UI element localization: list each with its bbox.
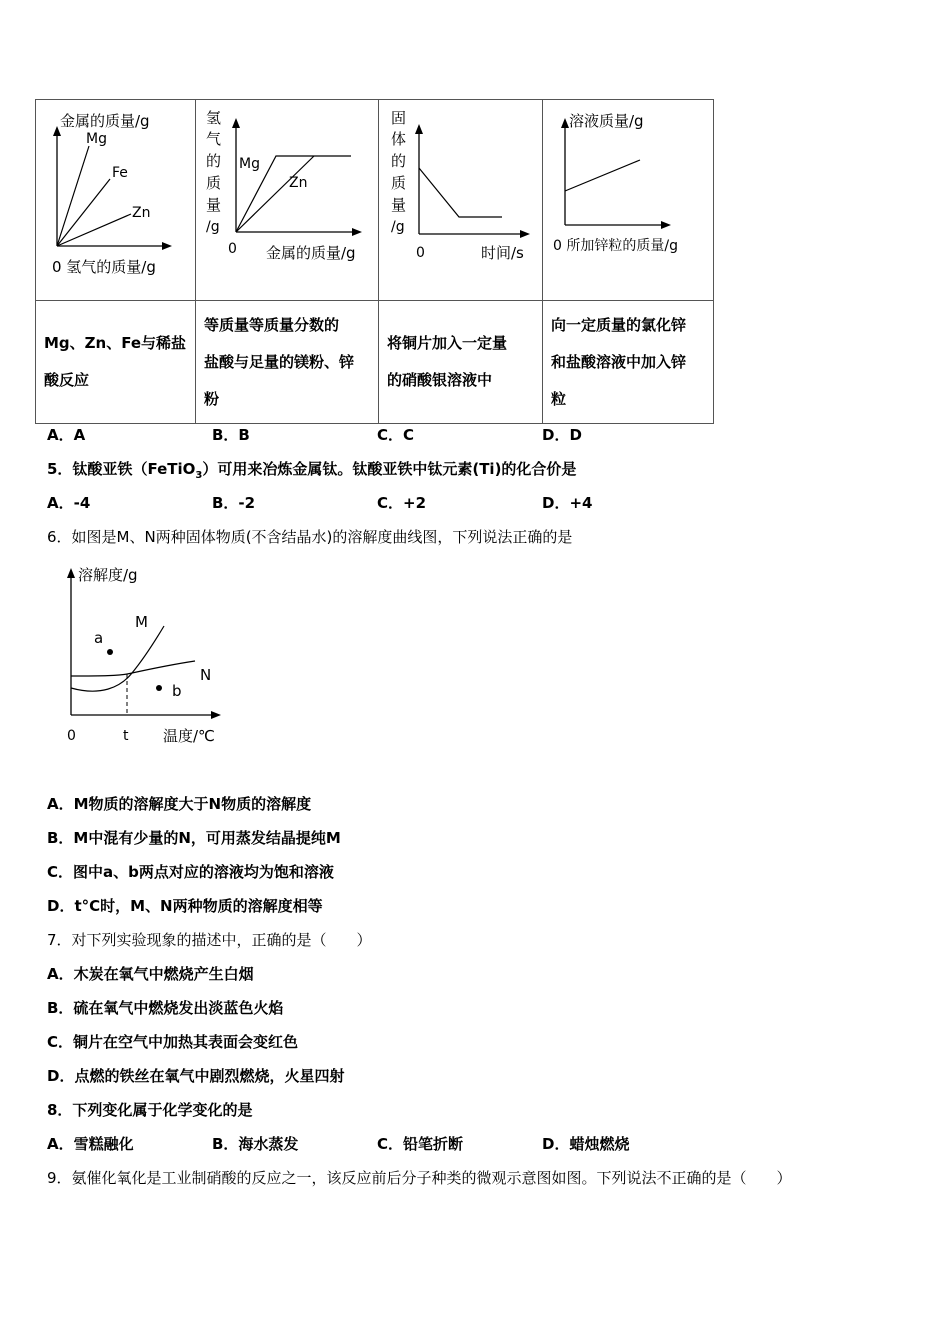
graph-c-ylabel-4: 质 bbox=[391, 174, 407, 192]
q5-option-d: D．+4 bbox=[542, 494, 593, 512]
q5-option-c: C．+2 bbox=[377, 494, 427, 512]
graph-c-ylabel-5: 量 bbox=[391, 196, 407, 214]
q4-option-a: A．A bbox=[47, 426, 86, 444]
q5-option-b: B．-2 bbox=[212, 494, 256, 512]
q6-graph-xlabel: 温度/℃ bbox=[163, 727, 215, 745]
desc-a-line-1: Mg、Zn、Fe与稀盐 bbox=[44, 334, 187, 352]
q4-option-c: C．C bbox=[377, 426, 415, 444]
q5-stem-sub: 3 bbox=[195, 470, 203, 481]
graph-b-origin: 0 bbox=[228, 241, 237, 257]
graph-c-xlabel: 时间/s bbox=[481, 244, 524, 262]
q4-option-b: B．B bbox=[212, 426, 250, 444]
desc-cell-c bbox=[379, 301, 543, 424]
desc-d-line-3: 粒 bbox=[551, 389, 567, 408]
graph-a-mg-label: Mg bbox=[86, 131, 107, 147]
q6-graph-point-a: a bbox=[94, 629, 104, 647]
q4-option-d: D．D bbox=[542, 426, 582, 444]
q8-option-a: A．雪糕融化 bbox=[47, 1135, 134, 1153]
q7-option-a: A．木炭在氧气中燃烧产生白烟 bbox=[47, 965, 254, 983]
desc-c-line-1: 将铜片加入一定量 bbox=[387, 334, 508, 352]
q7-option-c: C．铜片在空气中加热其表面会变红色 bbox=[47, 1033, 299, 1051]
q7-option-d: D．点燃的铁丝在氧气中剧烈燃烧，火星四射 bbox=[47, 1067, 345, 1085]
q6-option-b: B．M中混有少量的N，可用蒸发结晶提纯M bbox=[47, 829, 341, 847]
graph-a-fe-label: Fe bbox=[112, 165, 128, 181]
q9-stem: 9．氨催化氧化是工业制硝酸的反应之一，该反应前后分子种类的微观示意图如图。下列说法不正确的是（ ） bbox=[47, 1169, 792, 1187]
graph-b-ylabel-4: 质 bbox=[206, 174, 222, 192]
graph-c-ylabel-2: 体 bbox=[391, 130, 407, 148]
graph-c bbox=[379, 100, 542, 296]
graph-b-ylabel-3: 的 bbox=[206, 152, 222, 170]
q6-solubility-graph bbox=[60, 560, 230, 750]
desc-c bbox=[379, 325, 542, 399]
q7-option-b: B．硫在氧气中燃烧发出淡蓝色火焰 bbox=[47, 999, 284, 1017]
graph-b-xlabel: 金属的质量/g bbox=[266, 244, 356, 262]
graph-b bbox=[196, 100, 378, 296]
graph-c-ylabel-3: 的 bbox=[391, 152, 407, 170]
graph-d-xlabel: 0 所加锌粒的质量/g bbox=[553, 238, 678, 254]
desc-a-line-2: 酸反应 bbox=[44, 371, 90, 389]
graph-cell-d bbox=[543, 100, 714, 301]
desc-c-line-2: 的硝酸银溶液中 bbox=[387, 371, 493, 389]
desc-b-line-2: 盐酸与足量的镁粉、锌 bbox=[204, 352, 355, 371]
graph-d-ylabel: 溶液质量/g bbox=[569, 112, 644, 130]
q7-stem: 7．对下列实验现象的描述中，正确的是（ ） bbox=[47, 931, 372, 949]
q6-graph-m-label: M bbox=[135, 613, 148, 631]
q5-option-a: A．-4 bbox=[47, 494, 91, 512]
graph-a bbox=[36, 100, 195, 296]
graph-c-ylabel-6: /g bbox=[391, 219, 405, 235]
graph-b-ylabel-2: 气 bbox=[206, 130, 222, 148]
desc-cell-a bbox=[36, 301, 196, 424]
q6-graph-n-label: N bbox=[200, 666, 212, 684]
desc-a bbox=[36, 325, 195, 399]
desc-b-line-3: 粉 bbox=[204, 389, 220, 408]
graph-d bbox=[543, 100, 713, 296]
desc-cell-b bbox=[196, 301, 379, 424]
desc-b bbox=[196, 307, 378, 418]
q6-option-c: C．图中a、b两点对应的溶液均为饱和溶液 bbox=[47, 863, 334, 881]
q5-stem bbox=[47, 458, 576, 481]
graph-table bbox=[35, 99, 714, 424]
q6-option-a: A．M物质的溶解度大于N物质的溶解度 bbox=[47, 795, 312, 813]
desc-d bbox=[543, 307, 713, 418]
graph-c-ylabel-1: 固 bbox=[391, 109, 407, 127]
q5-stem-part1: 5．钛酸亚铁（FeTiO bbox=[47, 460, 196, 478]
graph-cell-c bbox=[379, 100, 543, 301]
graph-b-ylabel-6: /g bbox=[206, 219, 220, 235]
graph-a-ylabel: 金属的质量/g bbox=[60, 112, 150, 130]
graph-c-origin: 0 bbox=[416, 245, 425, 261]
q6-stem: 6．如图是M、N两种固体物质(不含结晶水)的溶解度曲线图，下列说法正确的是 bbox=[47, 528, 573, 546]
q8-stem: 8．下列变化属于化学变化的是 bbox=[47, 1101, 253, 1119]
q5-stem-part2: ）可用来冶炼金属钛。钛酸亚铁中钛元素(Ti)的化合价是 bbox=[202, 460, 577, 478]
graph-a-xlabel: 0 氢气的质量/g bbox=[52, 258, 156, 276]
graph-b-mg-label: Mg bbox=[239, 156, 260, 172]
desc-d-line-2: 和盐酸溶液中加入锌 bbox=[551, 352, 687, 371]
q6-option-d: D．t°C时，M、N两种物质的溶解度相等 bbox=[47, 897, 323, 915]
q6-graph-point-b: b bbox=[172, 682, 182, 700]
q6-graph-t: t bbox=[123, 728, 129, 744]
q6-graph-ylabel: 溶解度/g bbox=[78, 566, 138, 584]
desc-b-line-1: 等质量等质量分数的 bbox=[204, 315, 340, 334]
graph-cell-a bbox=[36, 100, 196, 301]
q8-option-b: B．海水蒸发 bbox=[212, 1135, 299, 1153]
desc-d-line-1: 向一定质量的氯化锌 bbox=[551, 315, 687, 334]
graph-b-ylabel-5: 量 bbox=[206, 196, 222, 214]
q6-graph-origin: 0 bbox=[67, 728, 76, 744]
desc-cell-d bbox=[543, 301, 714, 424]
graph-a-zn-label: Zn bbox=[132, 205, 151, 221]
graph-cell-b bbox=[196, 100, 379, 301]
q8-option-c: C．铅笔折断 bbox=[377, 1135, 464, 1153]
graph-b-ylabel-1: 氢 bbox=[206, 109, 222, 127]
q8-option-d: D．蜡烛燃烧 bbox=[542, 1135, 630, 1153]
graph-b-zn-label: Zn bbox=[289, 175, 308, 191]
